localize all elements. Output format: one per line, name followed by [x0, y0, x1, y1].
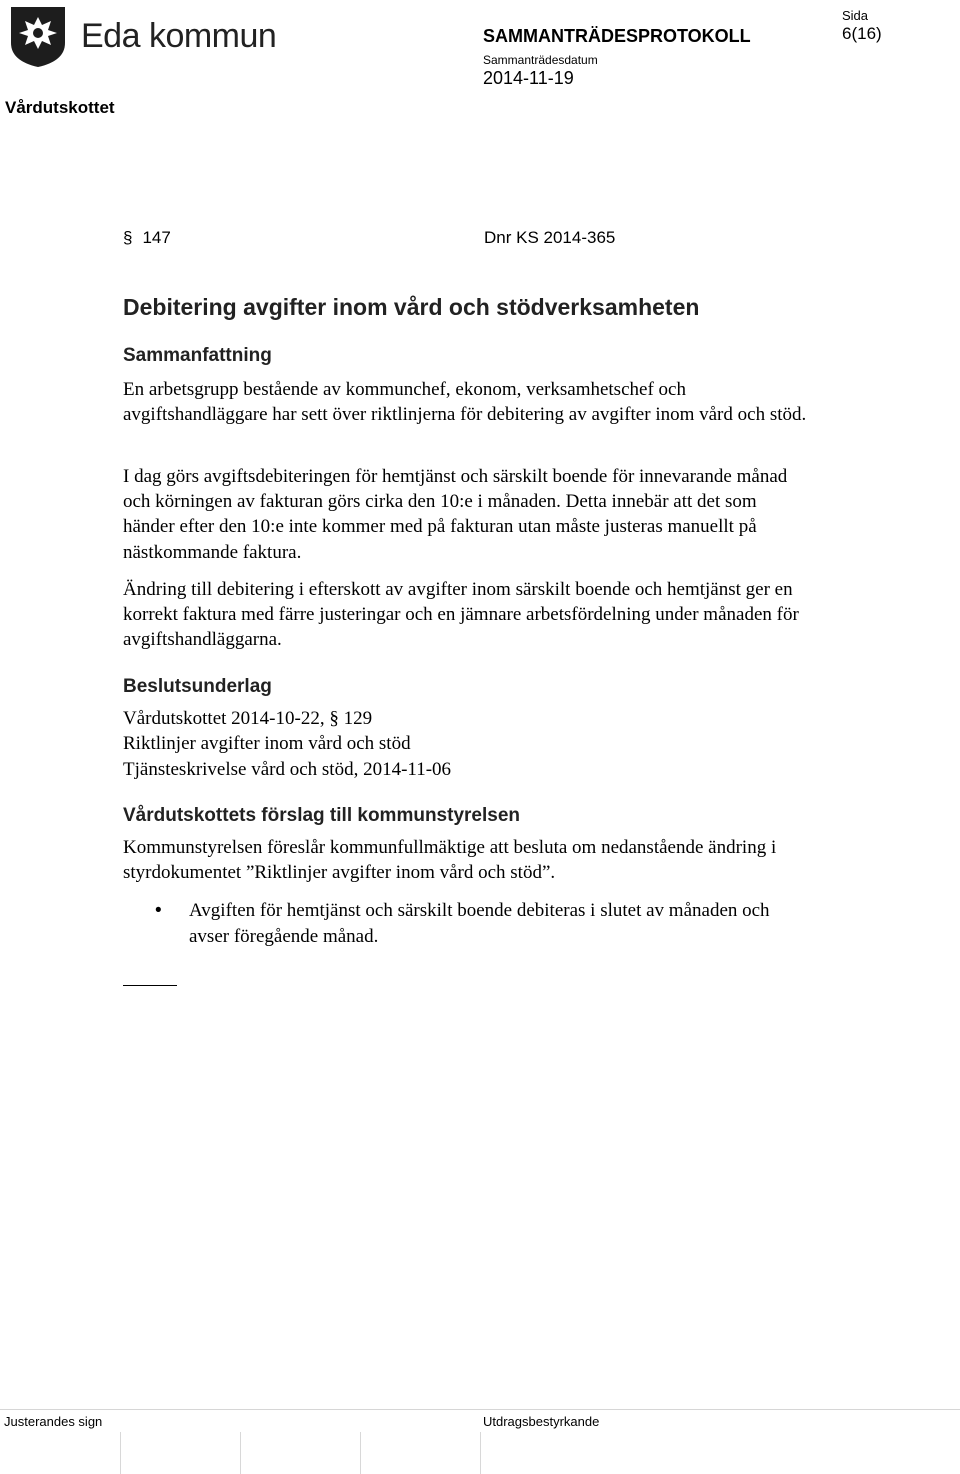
diary-number: Dnr KS 2014-365	[484, 228, 616, 247]
logo-text: Eda kommun	[81, 16, 277, 55]
page-label: Sida	[842, 8, 869, 23]
section-number	[123, 228, 171, 248]
proposal-heading: Vårdutskottets förslag till kommunstyrelsen	[123, 805, 520, 826]
summary-paragraph-2: I dag görs avgiftsdebiteringen för hemtjänst och särskilt boende för innevarande månad och körningen av fakturan görs cirka den 10:e i månaden. Detta innebär att det som händer efter den 10:e inte kommer med på fakturan utan måste justeras manuellt på nästkommande faktura.	[123, 466, 788, 563]
basis-item-3: Tjänsteskrivelse vård och stöd, 2014-11-06	[123, 758, 452, 780]
signature-box-divider	[240, 1432, 241, 1474]
basis-list	[123, 706, 451, 782]
signature-box-divider	[120, 1432, 121, 1474]
logo	[5, 3, 305, 69]
basis-heading: Beslutsunderlag	[123, 676, 272, 697]
proposal-text: Kommunstyrelsen föreslår kommunfullmäktige att besluta om nedanstående ändring i styrdokumentet ”Riktlinjer avgifter inom vård och stöd”.	[123, 837, 777, 884]
document-title: SAMMANTRÄDESPROTOKOLL	[483, 26, 751, 46]
signature-box-divider	[480, 1432, 481, 1474]
bullet-icon: •	[155, 900, 162, 921]
proposal-bullet-item: Avgiften för hemtjänst och särskilt boende debiteras i slutet av månaden och avser föregående månad.	[189, 900, 770, 947]
meeting-date-label: Sammanträdesdatum	[483, 53, 598, 67]
certification-label: Utdragsbestyrkande	[483, 1414, 600, 1429]
signature-box-divider	[360, 1432, 361, 1474]
footer-divider	[0, 1409, 960, 1410]
basis-item-1	[123, 706, 451, 731]
section-title: Debitering avgifter inom vård och stödverksamheten	[123, 294, 700, 320]
department-name: Vårdutskottet	[5, 98, 115, 117]
basis-item-1-text: Vårdutskottet 2014-10-22,	[123, 708, 325, 729]
summary-paragraph-3: Ändring till debitering i efterskott av avgifter inom särskilt boende och hemtjänst ger en korrekt faktura med färre justeringar och en jämnare arbetsfördelning under månaden för avgiftshandläggarna.	[123, 579, 799, 651]
section-number-value: 147	[142, 228, 171, 247]
section-symbol: §	[329, 708, 339, 729]
signature-label: Justerandes sign	[4, 1414, 103, 1429]
page-number: 6(16)	[842, 24, 882, 43]
summary-paragraph-1: En arbetsgrupp bestående av kommunchef, ekonom, verksamhetschef och avgiftshandläggare har sett över riktlinjerna för debitering av avgifter inom vård och stöd.	[123, 379, 807, 426]
summary-heading: Sammanfattning	[123, 345, 272, 366]
section-symbol: §	[123, 228, 133, 247]
meeting-date-value: 2014-11-19	[483, 68, 574, 88]
basis-item-1-number: 129	[343, 708, 373, 729]
end-rule	[123, 985, 177, 986]
basis-item-2: Riktlinjer avgifter inom vård och stöd	[123, 733, 411, 755]
municipal-crest-icon	[5, 3, 71, 69]
